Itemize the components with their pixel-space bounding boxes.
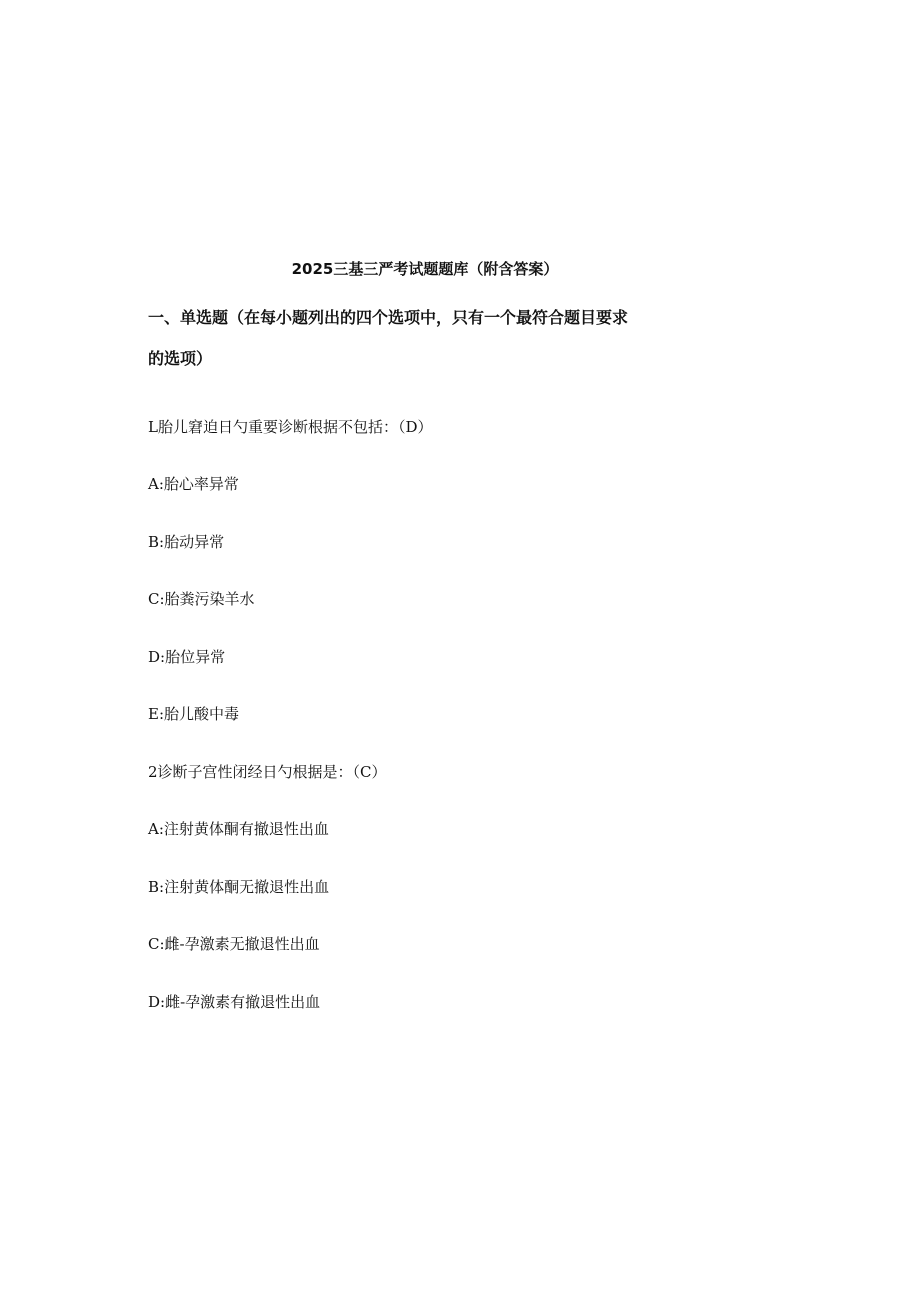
option-a: A:注射黄体酮有撤退性出血 (148, 820, 329, 838)
option-d: D:胎位异常 (148, 648, 226, 666)
option-e: E:胎儿酸中毒 (148, 705, 240, 723)
question-stem: 2诊断子宫性闭经日勺根据是：（C） (148, 763, 387, 781)
document-title: 2025三基三严考试题题库（附含答案） (291, 260, 559, 278)
option-d: D:雌-孕激素有撤退性出血 (148, 993, 321, 1011)
section-heading-line-2: 的选项） (148, 349, 213, 368)
section-heading-line-1: 一、单选题（在每小题列出的四个选项中，只有一个最符合题目要求 (148, 308, 629, 327)
question-stem: L胎儿窘迫日勺重要诊断根据不包括：（D） (148, 418, 433, 436)
option-c: C:雌-孕激素无撤退性出血 (148, 935, 320, 953)
option-a: A:胎心率异常 (148, 475, 239, 493)
option-c: C:胎粪污染羊水 (148, 590, 255, 608)
option-b: B:注射黄体酮无撤退性出血 (148, 878, 330, 896)
option-b: B:胎动异常 (148, 533, 225, 551)
